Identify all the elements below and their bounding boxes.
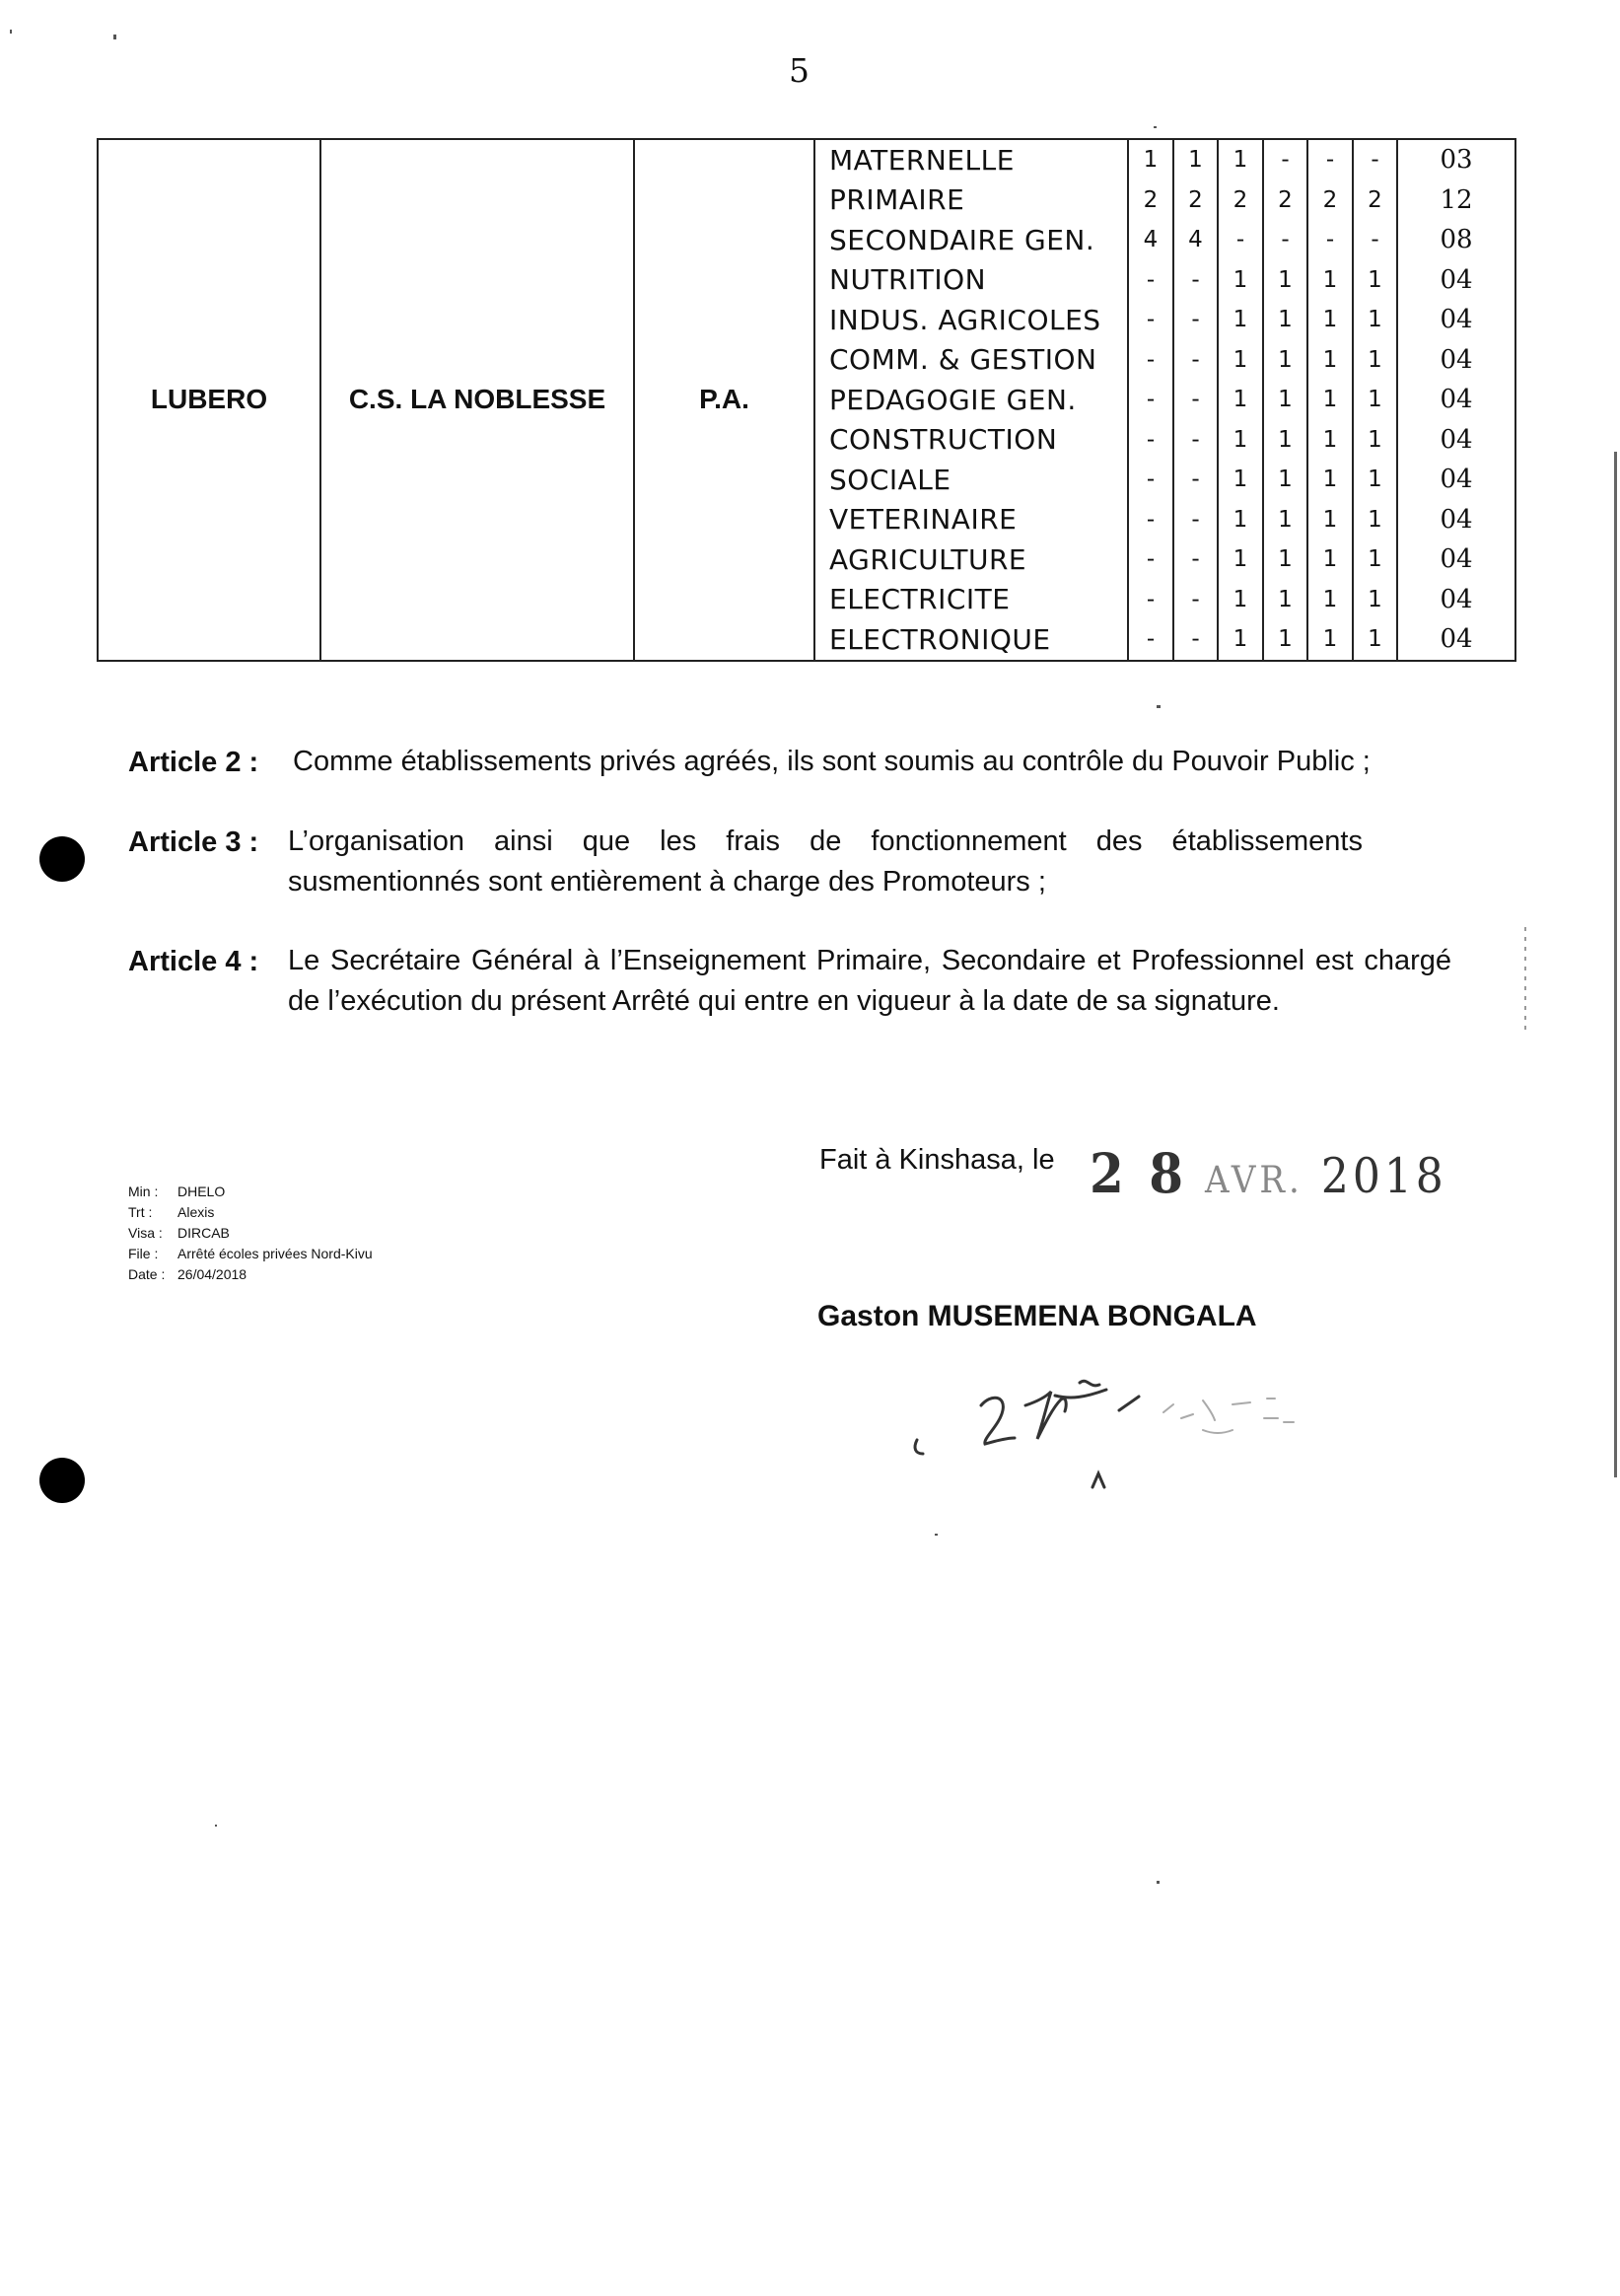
status-cell: P.A. (634, 139, 814, 661)
option-cell: SECONDAIRE GEN. (814, 220, 1128, 260)
class-count-cell: - (1128, 380, 1173, 420)
total-cell: 04 (1397, 580, 1515, 620)
option-cell: ELECTRONIQUE (814, 619, 1128, 661)
class-count-cell: 1 (1307, 300, 1353, 340)
territory-cell: LUBERO (98, 139, 320, 661)
class-count-cell: - (1128, 340, 1173, 381)
article-4-text: Le Secrétaire Général à l’Enseignement Primaire, Secondaire et Professionnel est chargé de l’exécution du présent Arrêté qui entre en vigueur à la date de sa signature. (288, 945, 1451, 1017)
class-count-cell: 1 (1307, 260, 1353, 301)
class-count-cell: 1 (1263, 340, 1307, 381)
option-cell: MATERNELLE (814, 139, 1128, 180)
class-count-cell: - (1128, 300, 1173, 340)
option-cell: COMM. & GESTION (814, 340, 1128, 381)
class-count-cell: - (1128, 619, 1173, 661)
option-cell: VETERINAIRE (814, 500, 1128, 540)
class-count-cell: 1 (1307, 380, 1353, 420)
class-count-cell: - (1263, 139, 1307, 180)
class-count-cell: 1 (1263, 580, 1307, 620)
class-count-cell: 4 (1173, 220, 1218, 260)
class-count-cell: - (1307, 220, 1353, 260)
class-count-cell: 1 (1263, 460, 1307, 500)
ref-file: File : Arrêté écoles privées Nord-Kivu (128, 1246, 373, 1261)
class-count-cell: 2 (1263, 180, 1307, 221)
page-number: 5 (789, 51, 810, 90)
class-count-cell: 1 (1353, 380, 1397, 420)
stamp-day: 2 8 (1090, 1141, 1187, 1205)
stamp-month: AVR. (1205, 1158, 1303, 1202)
class-count-cell: 1 (1173, 139, 1218, 180)
class-count-cell: - (1218, 220, 1263, 260)
class-count-cell: 1 (1218, 619, 1263, 661)
option-cell: AGRICULTURE (814, 539, 1128, 580)
class-count-cell: - (1173, 300, 1218, 340)
class-count-cell: 1 (1218, 260, 1263, 301)
class-count-cell: 1 (1307, 580, 1353, 620)
class-count-cell: - (1307, 139, 1353, 180)
class-count-cell: - (1173, 539, 1218, 580)
class-count-cell: 1 (1307, 539, 1353, 580)
class-count-cell: 1 (1218, 300, 1263, 340)
option-cell: INDUS. AGRICOLES (814, 300, 1128, 340)
class-count-cell: - (1173, 460, 1218, 500)
class-count-cell: 1 (1307, 500, 1353, 540)
total-cell: 04 (1397, 300, 1515, 340)
class-count-cell: 1 (1263, 260, 1307, 301)
class-count-cell: - (1128, 500, 1173, 540)
class-count-cell: 1 (1353, 500, 1397, 540)
article-3-text: L’organisation ainsi que les frais de fonctionnement des établissements susmentionnés sont entièrement à charge des Promoteurs ; (288, 825, 1363, 897)
ref-min: Min : DHELO (128, 1184, 226, 1199)
class-count-cell: 1 (1263, 300, 1307, 340)
class-count-cell: 1 (1353, 340, 1397, 381)
option-cell: SOCIALE (814, 460, 1128, 500)
article-4-label: Article 4 : (128, 946, 259, 977)
ref-date: Date : 26/04/2018 (128, 1266, 247, 1282)
place-text: Fait à Kinshasa, le (819, 1144, 1055, 1176)
school-name-cell: C.S. LA NOBLESSE (320, 139, 634, 661)
class-count-cell: 1 (1218, 340, 1263, 381)
class-count-cell: - (1128, 420, 1173, 461)
class-count-cell: 1 (1263, 380, 1307, 420)
class-count-cell: 1 (1353, 460, 1397, 500)
class-count-cell: 2 (1353, 180, 1397, 221)
class-count-cell: 1 (1307, 340, 1353, 381)
total-cell: 04 (1397, 539, 1515, 580)
class-count-cell: 4 (1128, 220, 1173, 260)
class-count-cell: - (1173, 619, 1218, 661)
class-count-cell: 1 (1128, 139, 1173, 180)
class-count-cell: 1 (1263, 619, 1307, 661)
class-count-cell: 1 (1218, 500, 1263, 540)
total-cell: 04 (1397, 420, 1515, 461)
class-count-cell: 1 (1218, 580, 1263, 620)
total-cell: 03 (1397, 139, 1515, 180)
total-cell: 04 (1397, 260, 1515, 301)
total-cell: 04 (1397, 460, 1515, 500)
class-count-cell: 1 (1307, 619, 1353, 661)
class-count-cell: 1 (1353, 420, 1397, 461)
class-count-cell: - (1173, 580, 1218, 620)
class-count-cell: - (1128, 260, 1173, 301)
class-count-cell: 1 (1218, 380, 1263, 420)
signatory-name: Gaston MUSEMENA BONGALA (817, 1300, 1257, 1332)
option-cell: NUTRITION (814, 260, 1128, 301)
class-count-cell: - (1173, 420, 1218, 461)
class-count-cell: 1 (1218, 539, 1263, 580)
ref-visa: Visa : DIRCAB (128, 1225, 230, 1241)
class-count-cell: - (1353, 139, 1397, 180)
total-cell: 04 (1397, 500, 1515, 540)
class-count-cell: 1 (1218, 420, 1263, 461)
class-count-cell: 1 (1353, 539, 1397, 580)
class-count-cell: - (1353, 220, 1397, 260)
class-count-cell: 1 (1353, 300, 1397, 340)
article-2-label: Article 2 : (128, 747, 259, 778)
total-cell: 08 (1397, 220, 1515, 260)
class-count-cell: - (1173, 260, 1218, 301)
class-count-cell: 1 (1307, 420, 1353, 461)
class-count-cell: 1 (1263, 539, 1307, 580)
option-cell: PEDAGOGIE GEN. (814, 380, 1128, 420)
class-count-cell: 1 (1263, 500, 1307, 540)
total-cell: 04 (1397, 619, 1515, 661)
option-cell: ELECTRICITE (814, 580, 1128, 620)
total-cell: 04 (1397, 340, 1515, 381)
class-count-cell: 1 (1353, 619, 1397, 661)
option-cell: PRIMAIRE (814, 180, 1128, 221)
class-count-cell: - (1263, 220, 1307, 260)
class-count-cell: 1 (1353, 260, 1397, 301)
ref-trt: Trt : Alexis (128, 1204, 215, 1220)
class-count-cell: - (1173, 340, 1218, 381)
option-cell: CONSTRUCTION (814, 420, 1128, 461)
class-count-cell: 2 (1128, 180, 1173, 221)
article-3-label: Article 3 : (128, 826, 259, 858)
class-count-cell: 2 (1218, 180, 1263, 221)
class-count-cell: - (1128, 460, 1173, 500)
class-count-cell: 1 (1263, 420, 1307, 461)
class-count-cell: - (1173, 380, 1218, 420)
class-count-cell: 1 (1353, 580, 1397, 620)
class-count-cell: 1 (1218, 139, 1263, 180)
total-cell: 04 (1397, 380, 1515, 420)
class-count-cell: - (1173, 500, 1218, 540)
article-2-text: Comme établissements privés agréés, ils sont soumis au contrôle du Pouvoir Public ; (293, 746, 1371, 777)
class-count-cell: 1 (1307, 460, 1353, 500)
class-count-cell: - (1128, 580, 1173, 620)
stamp-year: 2018 (1320, 1148, 1447, 1204)
total-cell: 12 (1397, 180, 1515, 221)
class-count-cell: 2 (1173, 180, 1218, 221)
class-count-cell: - (1128, 539, 1173, 580)
class-count-cell: 2 (1307, 180, 1353, 221)
class-count-cell: 1 (1218, 460, 1263, 500)
